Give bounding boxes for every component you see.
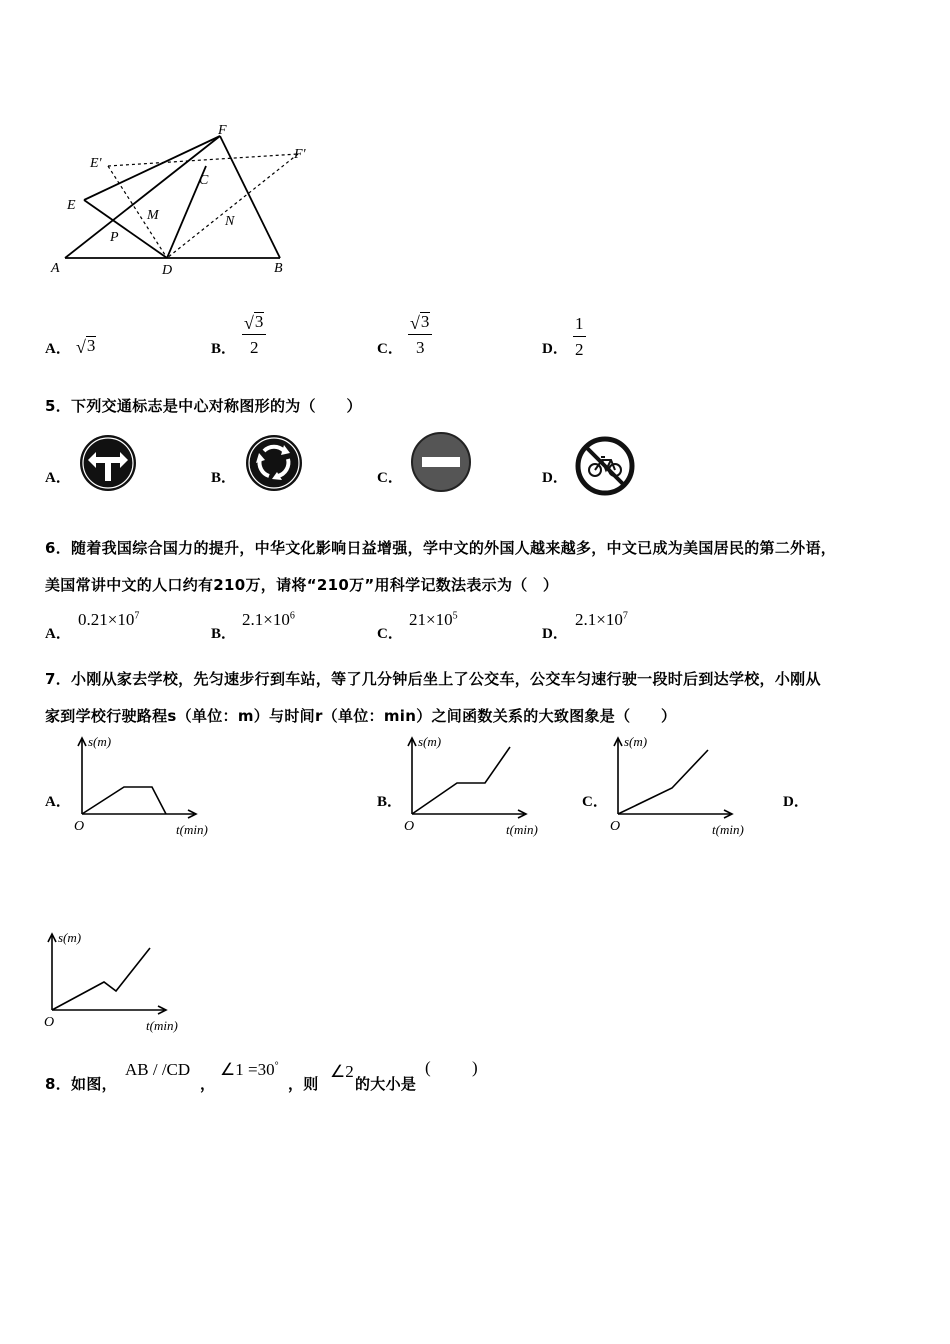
point-label: N — [225, 214, 235, 229]
axis-x-label: t(min) — [146, 1018, 178, 1033]
q4-option-c-label: C． — [377, 341, 403, 357]
q4-option-d-value: $\frac{1}{2}$ — [575, 314, 584, 359]
origin-label: O — [610, 819, 621, 834]
q6-option-b-label: B． — [211, 626, 237, 642]
q8-angle2: ∠2 — [330, 1062, 354, 1081]
graph-line — [412, 747, 510, 814]
q6-option-c-value: $21\times 10^5$ — [409, 610, 458, 629]
point-label: P — [110, 230, 119, 245]
graph-line — [618, 750, 708, 814]
q8-suffix: 的大小是 — [355, 1075, 417, 1093]
q8-paren-close: ) — [472, 1058, 478, 1077]
graph-line — [52, 948, 150, 1010]
q6-option-a-label: A． — [45, 626, 71, 642]
q8-prefix: 8．如图， — [45, 1075, 117, 1093]
point-label: D — [162, 263, 173, 278]
axis-y-label: s(m) — [88, 734, 112, 749]
q4-option-a-value: √ 3 — [76, 336, 96, 357]
q7-stem-line1: 7．小刚从家去学校，先匀速步行到车站，等了几分钟后坐上了公交车，公交车匀速行驶一段时后到达学校，小刚从 — [45, 670, 821, 688]
q5-option-a-label: A． — [45, 470, 71, 486]
q4-option-b-value: √ 3 2 — [242, 312, 266, 358]
q5-stem: 5．下列交通标志是中心对称图形的为（ ） — [45, 397, 362, 415]
point-label: F' — [294, 147, 306, 162]
q6-stem-line2: 美国常讲中文的人口约有210万，请将“210万”用科学记数法表示为（ ） — [45, 576, 559, 594]
geometry-figure — [40, 120, 330, 290]
roundabout-sign-icon — [244, 433, 304, 493]
q6-stem-line1: 6．随着我国综合国力的提升，中华文化影响日益增强，学中文的外国人越来越多，中文已成为美国居民的第二外语， — [45, 539, 837, 557]
point-label: A — [51, 261, 60, 276]
q7-option-b-label: B． — [377, 794, 403, 810]
graph-option-d — [42, 928, 192, 1038]
axis-x-label: t(min) — [506, 822, 538, 837]
q7-option-d-label: D． — [783, 794, 809, 810]
graph-line — [82, 787, 166, 814]
origin-label: O — [404, 819, 415, 834]
axis-x-label: t(min) — [712, 822, 744, 837]
q8-then: ，则 — [288, 1075, 319, 1093]
q4-option-d-label: D． — [542, 341, 568, 357]
q7-option-c-label: C． — [582, 794, 608, 810]
q5-option-d-label: D． — [542, 470, 568, 486]
q4-option-c-value: √ 3 3 — [408, 312, 432, 358]
point-label: B — [274, 261, 283, 276]
q6-option-b-value: $2.1\times 10^6$ — [242, 610, 295, 629]
no-entry-sign-icon — [410, 431, 472, 493]
point-label: C — [199, 173, 209, 188]
graph-option-c — [608, 732, 758, 842]
no-bicycles-sign-icon — [575, 436, 635, 496]
q8-comma: ， — [200, 1075, 216, 1093]
turn-left-right-sign-icon — [78, 433, 138, 493]
point-label: E — [67, 198, 76, 213]
q5-option-c-label: C． — [377, 470, 403, 486]
q4-option-a-label: A． — [45, 341, 71, 357]
q7-option-a-label: A． — [45, 794, 71, 810]
q8-paren-open: ( — [425, 1058, 431, 1077]
graph-option-a — [72, 732, 222, 842]
q4-option-b-label: B． — [211, 341, 237, 357]
q5-option-b-label: B． — [211, 470, 237, 486]
sqrt-sign: √ — [410, 312, 420, 333]
sqrt-sign: √ — [244, 312, 254, 333]
axis-x-label: t(min) — [176, 822, 208, 837]
q6-option-c-label: C． — [377, 626, 403, 642]
q8-condition-parallel: AB / /CD — [125, 1060, 191, 1079]
axis-y-label: s(m) — [58, 930, 82, 945]
point-label: F — [218, 123, 227, 138]
point-label: E' — [90, 156, 102, 171]
q7-stem-line2: 家到学校行驶路程s（单位：m）与时间r（单位：min）之间函数关系的大致图象是（ ） — [45, 707, 677, 725]
point-label: M — [147, 208, 159, 223]
axis-y-label: s(m) — [624, 734, 648, 749]
q6-option-a-value: $0.21\times 10^7$ — [78, 610, 140, 629]
sqrt-sign: √ — [76, 336, 86, 357]
origin-label: O — [44, 1015, 55, 1030]
q8-condition-angle: ∠1 =30° — [220, 1060, 279, 1079]
origin-label: O — [74, 819, 85, 834]
q6-option-d-label: D． — [542, 626, 568, 642]
q6-option-d-value: $2.1\times 10^7$ — [575, 610, 628, 629]
graph-option-b — [402, 732, 552, 842]
axis-y-label: s(m) — [418, 734, 442, 749]
